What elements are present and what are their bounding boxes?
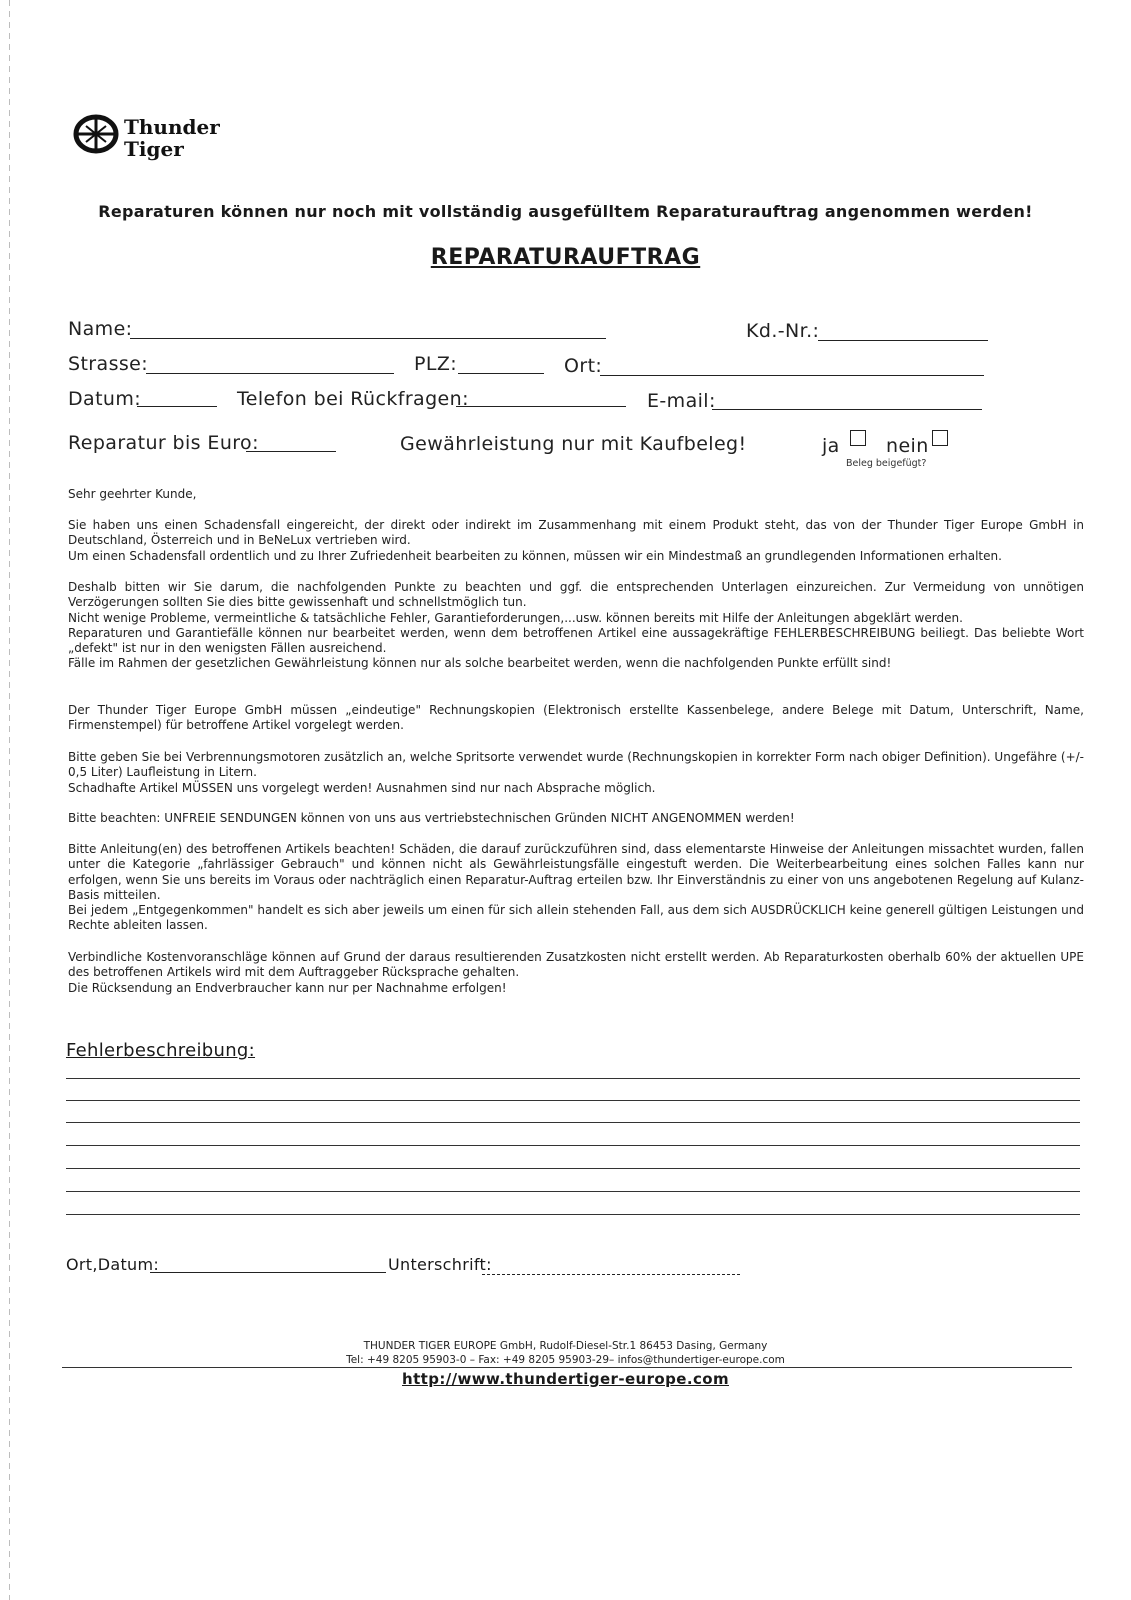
paragraph-text: Verbindliche Kostenvoranschläge können auf Grund der daraus resultierenden Zusatzkosten nicht erstellt werden. Ab Reparaturkosten oberhalb 60% der aktuellen UPE des betroffenen Artikels wird mit dem Auftraggeber Rücksprache gehalten. [68, 950, 1084, 980]
paragraph-text: Nicht wenige Probleme, vermeintliche & tatsächliche Fehler, Garantieforderungen,...usw. können bereits mit Hilfe der Anleitungen abgeklärt werden. [68, 610, 963, 625]
paragraph-shipping [68, 811, 1084, 826]
datum-field[interactable] [137, 406, 217, 407]
email-label: E-mail: [647, 390, 716, 412]
fehlerbeschreibung-label: Fehlerbeschreibung: [66, 1040, 256, 1061]
paragraph-invoices [68, 703, 1084, 734]
paragraph-manuals [68, 842, 1084, 934]
nein-label: nein [886, 435, 929, 457]
telefon-field[interactable] [456, 406, 626, 407]
footer-contact: Tel: +49 8205 95903-0 – Fax: +49 8205 95903-29– infos@thundertiger-europe.com [346, 1354, 785, 1366]
paragraph-text: Bei jedem „Entgegenkommen" handelt es sich aber jeweils um einen für sich allein stehenden Fall, aus dem sich AUSDRÜCKLICH keine generell gültigen Leistungen und Rechte ableiten lassen. [68, 903, 1084, 933]
paragraph-costs [68, 950, 1084, 996]
paragraph-text: Bitte geben Sie bei Verbrennungsmotoren zusätzlich an, welche Spritsorte verwendet wurde (Rechnungskopien in korrekter Form nach obiger Definition). Ungefähre (+/- 0,5 Liter) Laufleistung in Litern. [68, 750, 1084, 780]
unterschrift-label: Unterschrift: [388, 1255, 492, 1274]
fehlerbeschreibung-line[interactable] [66, 1078, 1080, 1079]
paragraph-text: Fälle im Rahmen der gesetzlichen Gewährleistung können nur als solche bearbeitet werden, wenn die nachfolgenden Punkte erfüllt sind! [68, 656, 892, 671]
strasse-label: Strasse: [68, 353, 149, 375]
ort-label: Ort: [564, 355, 603, 377]
beleg-note: Beleg beigefügt? [846, 458, 927, 469]
notice-text: Reparaturen können nur noch mit vollständig ausgefülltem Reparaturauftrag angenommen werden! [98, 202, 1033, 221]
paragraph-text: Der Thunder Tiger Europe GmbH müssen „eindeutige" Rechnungskopien (Elektronisch erstellte Kassenbelege, andere Belege mit Datum, Unterschrift, Name, Firmenstempel) für betroffene Artikel vorgelegt werden. [68, 703, 1084, 733]
thunder-tiger-logo [72, 108, 232, 164]
paragraph-text: Reparaturen und Garantiefälle können nur bearbeitet werden, wenn dem betroffenen Artikel eine aussagekräftige FEHLERBESCHREIBUNG beiliegt. Das beliebte Wort „defekt" ist nur in den wenigsten Fällen ausreichend. [68, 625, 1084, 656]
nein-checkbox[interactable] [932, 430, 948, 446]
fehlerbeschreibung-line[interactable] [66, 1191, 1080, 1192]
ja-checkbox[interactable] [850, 430, 866, 446]
paragraph-text: Bitte beachten: UNFREIE SENDUNGEN können von uns aus vertriebstechnischen Gründen NICHT ANGENOMMEN werden! [68, 811, 795, 825]
kdnr-label: Kd.-Nr.: [746, 320, 820, 342]
ort-field[interactable] [600, 375, 984, 376]
email-field[interactable] [712, 409, 982, 410]
plz-field[interactable] [458, 373, 544, 374]
strasse-field[interactable] [146, 373, 394, 374]
telefon-label: Telefon bei Rückfragen: [237, 388, 469, 410]
ort-datum-field[interactable] [150, 1272, 386, 1273]
footer-divider [62, 1367, 1072, 1368]
fehlerbeschreibung-line[interactable] [66, 1122, 1080, 1123]
reparatur-label: Reparatur bis Euro: [68, 432, 259, 454]
paragraph-text: Sie haben uns einen Schadensfall eingereicht, der direkt oder indirekt im Zusammenhang mit einem Produkt steht, das von der Thunder Tiger Europe GmbH in Deutschland, Österreich und in BeNeLux vertrieben wird. [68, 518, 1084, 548]
fehlerbeschreibung-line[interactable] [66, 1145, 1080, 1146]
footer-address: THUNDER TIGER EUROPE GmbH, Rudolf-Diesel-Str.1 86453 Dasing, Germany [363, 1340, 768, 1352]
paragraph-engines [68, 750, 1084, 796]
svg-text:Thunder: Thunder [124, 115, 220, 139]
footer-url-link[interactable]: http://www.thundertiger-europe.com [402, 1370, 729, 1388]
reparatur-euro-field[interactable] [246, 451, 336, 452]
kdnr-field[interactable] [818, 340, 988, 341]
gewaehrleistung-label: Gewährleistung nur mit Kaufbeleg! [400, 433, 747, 455]
paragraph-instructions [68, 580, 1084, 672]
svg-text:Tiger: Tiger [124, 137, 184, 161]
paragraph-intro [68, 518, 1084, 564]
paragraph-text: Schadhafte Artikel MÜSSEN uns vorgelegt werden! Ausnahmen sind nur nach Absprache möglich. [68, 780, 656, 795]
name-label: Name: [68, 318, 133, 340]
greeting: Sehr geehrter Kunde, [68, 487, 197, 501]
fehlerbeschreibung-line[interactable] [66, 1100, 1080, 1101]
plz-label: PLZ: [414, 353, 458, 375]
paragraph-text: Die Rücksendung an Endverbraucher kann nur per Nachnahme erfolgen! [68, 980, 507, 995]
unterschrift-field[interactable] [482, 1274, 740, 1275]
page-title: REPARATURAUFTRAG [430, 245, 701, 270]
name-field[interactable] [130, 338, 606, 339]
datum-label: Datum: [68, 388, 142, 410]
paragraph-text: Bitte Anleitung(en) des betroffenen Artikels beachten! Schäden, die darauf zurückzuführen sind, dass elementarste Hinweise der Anleitungen missachtet wurden, fallen unter die Kategorie „fahrlässiger Gebrauch" und können nicht als Gewährleistungsfälle eingestuft werden. Die Weiterbearbeitung eines solchen Falles kann nur erfolgen, wenn Sie uns bereits im Voraus oder nachträglich einen Reparatur-Auftrag erteilen bzw. Ihr Einverständnis zu einer von uns angebotenen Regelung auf Kulanz-Basis mitteilen. [68, 842, 1084, 902]
paragraph-text: Um einen Schadensfall ordentlich und zu Ihrer Zufriedenheit bearbeiten zu können, müssen wir ein Mindestmaß an grundlegenden Informationen erhalten. [68, 548, 1002, 563]
ja-label: ja [822, 435, 840, 457]
paragraph-text: Deshalb bitten wir Sie darum, die nachfolgenden Punkte zu beachten und ggf. die entsprechenden Unterlagen einzureichen. Zur Vermeidung von unnötigen Verzögerungen sollten Sie dies bitte gewissenhaft und schnellstmöglich tun. [68, 580, 1084, 610]
ort-datum-label: Ort,Datum: [66, 1255, 160, 1274]
fehlerbeschreibung-line[interactable] [66, 1168, 1080, 1169]
fehlerbeschreibung-line[interactable] [66, 1214, 1080, 1215]
